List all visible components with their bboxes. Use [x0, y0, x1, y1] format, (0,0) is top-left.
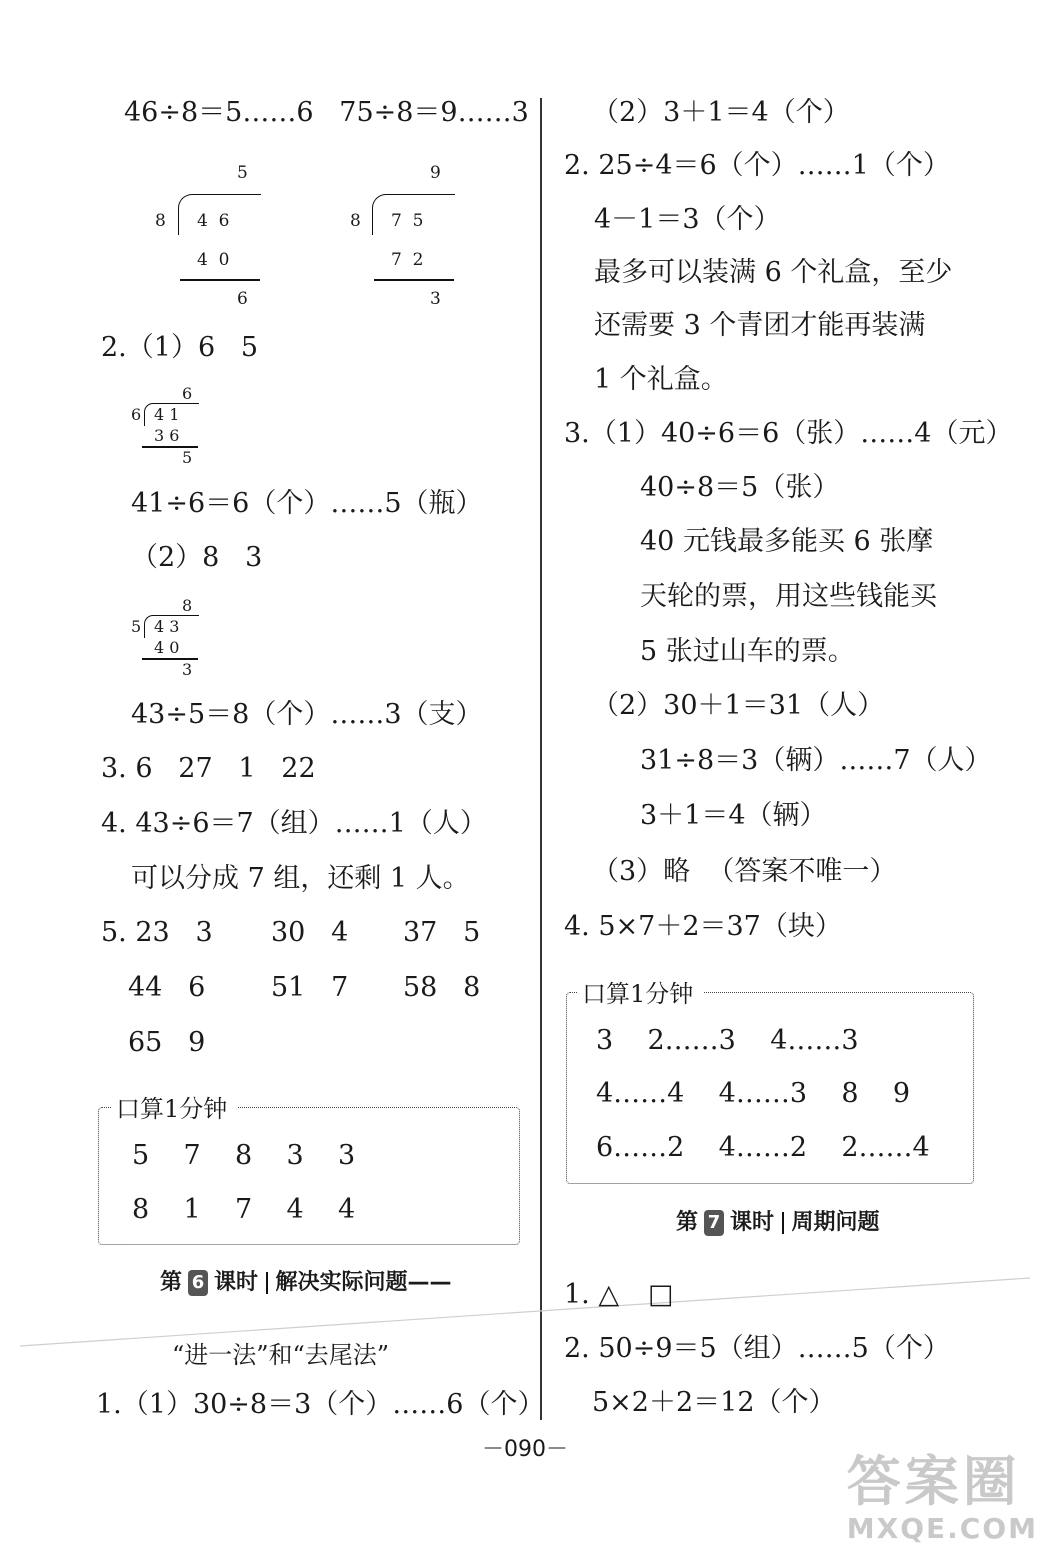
divisor: 5 — [131, 617, 142, 636]
box-row: 8 1 7 4 4 — [132, 1194, 356, 1225]
lesson-number-badge: 6 — [188, 1270, 208, 1296]
quotient: 8 — [182, 596, 193, 615]
divisor: 6 — [131, 405, 142, 424]
dividend: 7 5 — [391, 211, 424, 231]
answer-line: 4. 43÷6＝7（组）……1（人） — [101, 808, 487, 839]
answer-cell: 58 8 — [403, 972, 481, 1003]
dividend: 4 6 — [197, 211, 230, 231]
answer-line: 40 元钱最多能买 6 张摩 — [640, 526, 934, 557]
answer-line: 2. 25÷4＝6（个）……1（个） — [564, 150, 950, 181]
lesson-subtitle: “进一法”和“去尾法” — [172, 1341, 390, 1369]
answer-line: 5×2＋2＝12（个） — [592, 1387, 836, 1418]
box-title: 口算1分钟 — [578, 979, 703, 1009]
remainder: 6 — [237, 289, 248, 309]
answer-line: 1 个礼盒。 — [594, 364, 728, 395]
heading-separator — [782, 1212, 784, 1234]
column-divider — [540, 98, 542, 1420]
answer-line: 3. 6 27 1 22 — [101, 753, 316, 784]
lesson-prefix: 第 — [160, 1270, 183, 1295]
quotient: 5 — [237, 163, 248, 183]
lesson-title: 解决实际问题—— — [275, 1270, 452, 1295]
product: 4 0 — [154, 638, 180, 657]
remainder: 5 — [182, 448, 193, 467]
lesson-word: 课时 — [730, 1210, 775, 1235]
quotient: 6 — [182, 384, 193, 403]
answer-line: （2）30＋1＝31（人） — [592, 690, 885, 721]
subtraction-line — [374, 279, 454, 281]
answer-line: 43÷5＝8（个）……3（支） — [131, 699, 483, 730]
answer-line: 31÷8＝3（辆）……7（人） — [640, 745, 992, 776]
answer-line: 3.（1）40÷6＝6（张）……4（元） — [564, 418, 1013, 449]
product: 4 0 — [197, 250, 230, 270]
answer-line: 3＋1＝4（辆） — [640, 800, 827, 831]
subtraction-line — [180, 279, 260, 281]
quotient: 9 — [430, 163, 441, 183]
answer-line: （2）8 3 — [131, 542, 263, 573]
answer-line: 41÷6＝6（个）……5（瓶） — [131, 488, 483, 519]
remainder: 3 — [182, 660, 193, 679]
answer-line: 最多可以装满 6 个礼盒，至少 — [594, 257, 953, 288]
watermark-url: MXQE.COM — [846, 1512, 1038, 1545]
answer-line: 1. △ — [564, 1279, 620, 1310]
answer-line: 天轮的票，用这些钱能买 — [640, 581, 937, 612]
lesson-heading — [676, 1208, 880, 1238]
watermark-text: 答案圈 — [846, 1450, 1021, 1513]
lesson-word: 课时 — [214, 1270, 259, 1295]
answer-line: 还需要 3 个青团才能再装满 — [594, 310, 926, 341]
box-title: 口算1分钟 — [112, 1094, 237, 1124]
answer-cell: 37 5 — [403, 917, 481, 948]
box-row: 5 7 8 3 3 — [132, 1140, 356, 1171]
divisor: 8 — [350, 211, 361, 231]
box-row: 6……2 4……2 2……4 — [596, 1132, 930, 1163]
answer-line: 1.（1）30÷8＝3（个）……6（个） — [96, 1389, 545, 1420]
remainder: 3 — [430, 289, 441, 309]
answer-line: 可以分成 7 组，还剩 1 人。 — [131, 863, 470, 894]
watermark-logo — [847, 1452, 1038, 1545]
divisor: 8 — [155, 211, 166, 231]
box-row: 3 2……3 4……3 — [596, 1025, 859, 1056]
answer-line: 40÷8＝5（张） — [640, 472, 840, 503]
product: 3 6 — [154, 426, 180, 445]
dividend: 4 1 — [154, 405, 180, 424]
answer-cell: 65 9 — [128, 1027, 206, 1058]
lesson-prefix: 第 — [676, 1210, 699, 1235]
answer-line: 46÷8＝5……6 75÷8＝9……3 — [124, 97, 529, 128]
page-number: －090－ — [482, 1437, 568, 1462]
answer-cell: 44 6 — [128, 972, 206, 1003]
answer-line: 4. 5×7＋2＝37（块） — [564, 911, 842, 942]
answer-line: 2.（1）6 5 — [101, 332, 259, 363]
answer-cell: 30 4 — [271, 917, 349, 948]
lesson-number-badge: 7 — [704, 1210, 724, 1236]
answer-line: 5 张过山车的票。 — [640, 636, 855, 667]
answer-line: （2）3＋1＝4（个） — [592, 97, 850, 128]
answer-symbol: □ — [648, 1279, 674, 1310]
dividend: 4 3 — [154, 617, 180, 636]
box-row: 4……4 4……3 8 9 — [596, 1078, 911, 1109]
answer-line: （3）略 （答案不唯一） — [592, 856, 897, 887]
answer-cell: 5. 23 3 — [101, 917, 213, 948]
answer-cell: 51 7 — [271, 972, 349, 1003]
product: 7 2 — [391, 250, 424, 270]
answer-line: 4－1＝3（个） — [594, 204, 781, 235]
lesson-title: 周期问题 — [791, 1210, 880, 1235]
answer-line: 2. 50÷9＝5（组）……5（个） — [564, 1333, 950, 1364]
